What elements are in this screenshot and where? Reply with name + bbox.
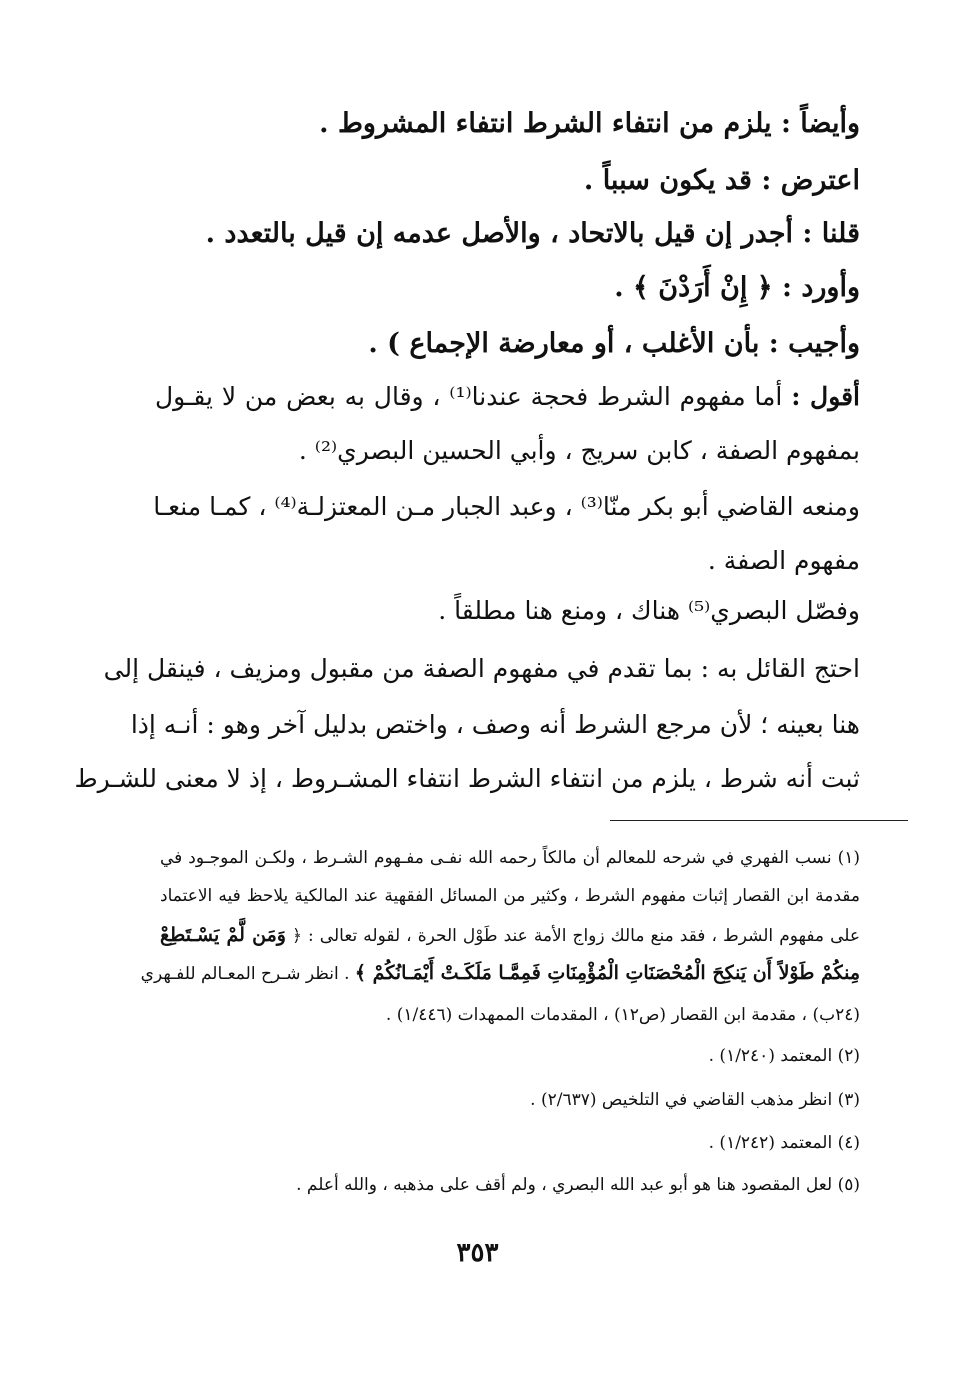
footnote-5: (٥) لعل المقصود هنا هو أبو عبد الله البصري ، ولم أقف على مذهبه ، والله أعلم . [296,1175,860,1195]
footnote-3: (٣) انظر مذهب القاضي في التلخيص (٢/٦٣٧) . [530,1090,860,1110]
footnote-1-line-5: (٢٤ب) ، مقدمة ابن القصار (ص١٢) ، المقدمات الممهدات (١/٤٤٦) . [385,1005,860,1025]
commentary-line-3: ومنعه القاضي أبو بكر منّا⁽³⁾ ، وعبد الجبار مـن المعتزلـة⁽⁴⁾ ، كمـا منعـا [153,492,860,521]
page-number: ٣٥٣ [456,1238,499,1268]
footnote-1-line-4-text: . انظر شـرح المعـالم للفـهري [140,964,350,984]
footnote-4: (٤) المعتمد (١/٢٤٢) . [708,1133,860,1153]
commentary-line-6: احتج القائل به : بما تقدم في مفهوم الصفة من مقبول ومزيف ، فينقل إلى [103,654,860,683]
commentary-line-8: ثبت أنه شرط ، يلزم من انتفاء الشرط انتفاء المشـروط ، إذ لا معنى للشـرط [74,764,860,793]
footnote-1-line-2: مقدمة ابن القصار إثبات مفهوم الشرط ، وكثير من المسائل الفقهية عند المالكية يلاحظ فيه الاعتماد [160,886,860,906]
footnote-1-line-3 [160,924,860,947]
matn-line-5: وأجيب : بأن الأغلب ، أو معارضة الإجماع ) . [368,328,860,359]
footnote-1-line-4 [140,962,860,985]
matn-line-3: قلنا : أجدر إن قيل بالاتحاد ، والأصل عدمه إن قيل بالتعدد . [205,218,860,249]
matn-line-1: وأيضاً : يلزم من انتفاء الشرط انتفاء المشروط . [319,108,860,139]
quran-verse-part-1: وَمَن لَّمْ يَسْـتَطِعْ [160,924,286,946]
matn-line-4: وأورد : ﴿ إِنْ أَرَدْنَ ﴾ . [614,272,860,303]
footnote-1-line-3-text: على مفهوم الشرط ، فقد منع مالك زواج الأمة عند طَوْل الحرة ، لقوله تعالى : ﴿ [292,926,861,946]
footnote-2: (٢) المعتمد (١/٢٤٠) . [708,1046,860,1066]
commentary-line-5: وفصّل البصري⁽⁵⁾ هناك ، ومنع هنا مطلقاً . [438,596,860,625]
quran-verse-part-2: مِنكُمْ طَوْلاً أَن يَنكِحَ الْمُحْصَنَاتِ الْمُؤْمِنَاتِ فَمِمَّـا مَلَكَـتْ أَيْمَـانُكُمْ ﴾ [354,962,860,984]
commentary-line-2: بمفهوم الصفة ، كابن سريج ، وأبي الحسين البصري⁽²⁾ . [298,436,860,465]
commentary-line-7: هنا بعينه ؛ لأن مرجع الشرط أنه وصف ، واختص بدليل آخر وهو : أنـه إذا [130,710,860,739]
commentary-line-4: مفهوم الصفة . [707,546,860,575]
commentary-line-1-text: أما مفهوم الشرط فحجة عندنا⁽¹⁾ ، وقال به بعض من لا يقـول [155,382,783,411]
aqulu-label: أقول : [791,382,860,411]
footnote-1-line-1: (١) نسب الفهري في شرحه للمعالم أن مالكاً رحمه الله نفـى مفـهوم الشـرط ، ولكـن الموجـود في [160,848,860,868]
footnote-separator [610,820,908,821]
commentary-line-1 [155,382,860,412]
matn-line-2: اعترض : قد يكون سبباً . [583,165,860,196]
